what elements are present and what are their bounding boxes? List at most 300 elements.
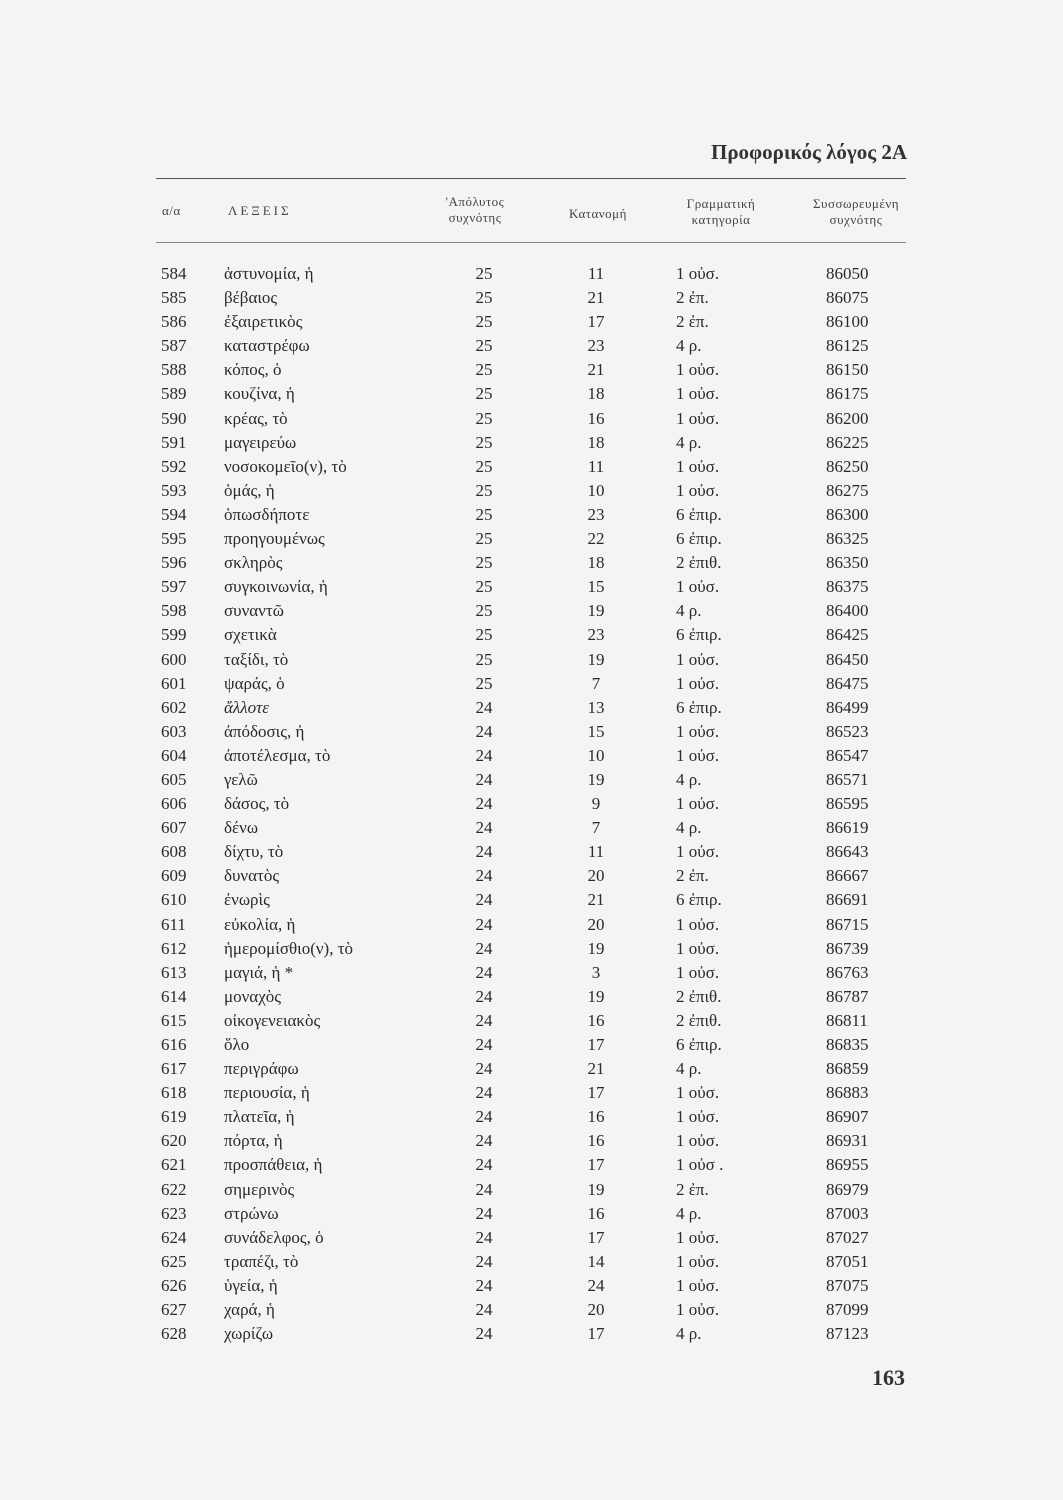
entry-cumulative-frequency: 86450 xyxy=(826,649,869,669)
entry-cumulative-frequency: 86571 xyxy=(826,769,869,789)
entry-cumulative-frequency: 86250 xyxy=(826,456,869,476)
header-rule-bottom xyxy=(156,242,906,243)
entry-number: 586 xyxy=(161,312,187,332)
table-row xyxy=(0,937,1063,961)
entry-number: 604 xyxy=(161,745,187,765)
entry-absolute-frequency: 24 xyxy=(475,1203,493,1223)
table-row xyxy=(0,744,1063,768)
entry-grammar-category: 1 οὐσ. xyxy=(676,264,720,283)
table-row xyxy=(0,310,1063,334)
entry-absolute-frequency: 24 xyxy=(475,1035,493,1054)
entry-absolute-frequency: 24 xyxy=(475,818,493,838)
entry-word: μαγιά, ἡ * xyxy=(224,962,294,982)
entry-absolute-frequency: 24 xyxy=(475,842,493,862)
entry-absolute-frequency: 25 xyxy=(475,553,493,573)
entry-number: 601 xyxy=(161,673,187,693)
entry-grammar-category: 1 οὐσ. xyxy=(676,1227,720,1247)
col-header-words: ΛΕΞΕΙΣ xyxy=(228,203,292,218)
table-row xyxy=(0,1298,1063,1322)
entry-number: 590 xyxy=(161,408,187,428)
entry-number: 599 xyxy=(161,625,187,645)
entry-absolute-frequency: 25 xyxy=(475,529,493,549)
table-row xyxy=(0,575,1063,599)
entry-number: 585 xyxy=(161,288,187,308)
entry-number: 619 xyxy=(161,1107,187,1127)
entry-distribution: 15 xyxy=(587,721,605,741)
entry-word: ἡμερομίσθιο(ν), τὸ xyxy=(224,938,354,958)
entry-distribution: 16 xyxy=(587,1131,605,1151)
entry-absolute-frequency: 24 xyxy=(475,1010,493,1030)
entry-absolute-frequency: 25 xyxy=(475,408,493,428)
entry-word: χαρά, ἡ xyxy=(224,1300,275,1320)
entry-distribution: 18 xyxy=(587,432,605,452)
entry-word: σχετικὰ xyxy=(224,625,277,645)
entry-distribution: 15 xyxy=(587,577,605,597)
col-header-absolute-frequency xyxy=(420,194,530,226)
entry-cumulative-frequency: 86300 xyxy=(826,504,869,524)
entry-grammar-category: 1 οὐσ. xyxy=(676,456,720,476)
entry-absolute-frequency: 24 xyxy=(475,1275,493,1295)
entry-cumulative-frequency: 87003 xyxy=(826,1203,869,1223)
entry-word: χωρίζω xyxy=(224,1324,274,1344)
col-header-index: α/α xyxy=(162,203,181,218)
entry-grammar-category: 1 οὐσ. xyxy=(676,938,720,958)
entry-distribution: 23 xyxy=(587,336,605,356)
entry-number: 588 xyxy=(161,360,187,380)
entry-cumulative-frequency: 86667 xyxy=(826,866,869,886)
entry-grammar-category: 1 οὐσ. xyxy=(676,480,720,500)
table-row xyxy=(0,720,1063,744)
entry-word: πλατεῖα, ἡ xyxy=(224,1107,295,1127)
table-row xyxy=(0,358,1063,382)
entry-grammar-category: 1 οὐσ. xyxy=(676,577,720,597)
entry-cumulative-frequency: 86907 xyxy=(826,1107,869,1127)
entry-absolute-frequency: 25 xyxy=(475,577,493,597)
entry-absolute-frequency: 24 xyxy=(475,1131,493,1151)
entry-distribution: 19 xyxy=(587,938,605,958)
entry-distribution: 19 xyxy=(587,986,605,1006)
entry-absolute-frequency: 25 xyxy=(475,336,493,356)
entry-number: 624 xyxy=(161,1227,187,1247)
entry-number: 615 xyxy=(161,1010,187,1030)
entry-grammar-category: 2 ἐπιθ. xyxy=(676,553,722,573)
entry-grammar-category: 1 οὐσ. xyxy=(676,721,720,741)
entry-word: σημερινὸς xyxy=(224,1179,295,1199)
entry-absolute-frequency: 24 xyxy=(475,866,493,886)
entry-number: 596 xyxy=(161,553,187,573)
col-header-cumulative-line1: Συσσωρευμένη xyxy=(812,196,900,211)
entry-absolute-frequency: 24 xyxy=(475,745,493,765)
entry-distribution: 16 xyxy=(587,1010,605,1030)
entry-number: 620 xyxy=(161,1131,187,1151)
entry-grammar-category: 6 ἐπιρ. xyxy=(676,529,722,549)
entry-absolute-frequency: 24 xyxy=(475,1324,493,1344)
entry-number: 607 xyxy=(161,818,187,838)
table-row xyxy=(0,696,1063,720)
entry-word: ἀποτέλεσμα, τὸ xyxy=(224,745,331,765)
entry-grammar-category: 1 οὐσ. xyxy=(676,962,720,982)
entry-grammar-category: 1 οὐσ. xyxy=(676,1251,720,1271)
entry-absolute-frequency: 25 xyxy=(475,649,493,669)
entry-cumulative-frequency: 87051 xyxy=(826,1251,869,1271)
entry-number: 614 xyxy=(161,986,187,1006)
entry-word: εὐκολία, ἡ xyxy=(224,914,296,934)
table-row xyxy=(0,768,1063,792)
entry-cumulative-frequency: 86547 xyxy=(826,745,869,765)
entry-absolute-frequency: 25 xyxy=(475,432,493,452)
column-headers xyxy=(156,188,906,238)
entry-distribution: 7 xyxy=(591,818,601,838)
entry-number: 613 xyxy=(161,962,187,982)
entry-number: 589 xyxy=(161,384,187,404)
entry-cumulative-frequency: 86350 xyxy=(826,553,869,573)
entry-word: γελῶ xyxy=(224,769,258,789)
table-row xyxy=(0,816,1063,840)
entry-distribution: 7 xyxy=(591,673,601,693)
entry-word: νοσοκομεῖο(ν), τὸ xyxy=(224,456,347,476)
table-row xyxy=(0,888,1063,912)
entry-word: ἀστυνομία, ἡ xyxy=(224,264,314,283)
entry-grammar-category: 1 οὐσ. xyxy=(676,673,720,693)
entry-distribution: 21 xyxy=(587,890,605,910)
running-head: Προφορικός λόγος 2Α xyxy=(710,140,907,164)
entry-distribution: 20 xyxy=(587,914,605,934)
entry-word: ἄλλοτε xyxy=(224,697,269,717)
entry-cumulative-frequency: 86375 xyxy=(826,577,869,597)
entry-word: τραπέζι, τὸ xyxy=(224,1251,299,1271)
table-row xyxy=(0,455,1063,479)
entry-word: καταστρέφω xyxy=(224,336,310,356)
entry-absolute-frequency: 25 xyxy=(475,601,493,621)
entry-cumulative-frequency: 86175 xyxy=(826,384,869,404)
entry-distribution: 11 xyxy=(587,456,605,476)
entry-grammar-category: 4 ρ. xyxy=(676,336,702,356)
entry-cumulative-frequency: 86225 xyxy=(826,432,869,452)
entry-distribution: 23 xyxy=(587,504,605,524)
entry-distribution: 11 xyxy=(587,264,605,283)
entry-word: ἐξαιρετικὸς xyxy=(224,312,303,332)
table-row xyxy=(0,527,1063,551)
entry-distribution: 17 xyxy=(587,312,605,332)
entry-cumulative-frequency: 87075 xyxy=(826,1275,869,1295)
table-row xyxy=(0,382,1063,406)
table-row xyxy=(0,503,1063,527)
entry-absolute-frequency: 24 xyxy=(475,721,493,741)
entry-grammar-category: 2 ἐπιθ. xyxy=(676,986,722,1006)
entry-absolute-frequency: 25 xyxy=(475,312,493,332)
entry-distribution: 3 xyxy=(591,962,601,982)
entry-grammar-category: 1 οὐσ. xyxy=(676,1083,720,1103)
entry-grammar-category: 6 ἐπιρ. xyxy=(676,890,722,910)
entry-word: ἀπόδοσις, ἡ xyxy=(224,721,305,741)
entry-word: ἐνωρὶς xyxy=(224,890,270,910)
entry-number: 605 xyxy=(161,769,187,789)
entry-cumulative-frequency: 86400 xyxy=(826,601,869,621)
entry-cumulative-frequency: 86691 xyxy=(826,890,869,910)
entry-number: 609 xyxy=(161,866,187,886)
entry-absolute-frequency: 24 xyxy=(475,1251,493,1271)
entry-cumulative-frequency: 86787 xyxy=(826,986,869,1006)
entry-cumulative-frequency: 86739 xyxy=(826,938,869,958)
entry-absolute-frequency: 24 xyxy=(475,890,493,910)
entry-grammar-category: 4 ρ. xyxy=(676,818,702,838)
table-row xyxy=(0,1153,1063,1177)
entry-distribution: 19 xyxy=(587,649,605,669)
entry-cumulative-frequency: 86425 xyxy=(826,625,869,645)
entry-number: 600 xyxy=(161,649,187,669)
entry-absolute-frequency: 24 xyxy=(475,1227,493,1247)
entry-grammar-category: 1 οὐσ. xyxy=(676,384,720,404)
entry-cumulative-frequency: 86275 xyxy=(826,480,869,500)
table-row xyxy=(0,961,1063,985)
entry-cumulative-frequency: 86200 xyxy=(826,408,869,428)
entry-number: 626 xyxy=(161,1275,187,1295)
table-row xyxy=(0,840,1063,864)
entry-number: 622 xyxy=(161,1179,187,1199)
entry-grammar-category: 1 οὐσ. xyxy=(676,794,720,814)
entry-absolute-frequency: 25 xyxy=(475,480,493,500)
col-header-cumulative-line2: συχνότης xyxy=(829,212,883,227)
entry-word: δυνατὸς xyxy=(224,866,280,886)
entry-distribution: 23 xyxy=(587,625,605,645)
entry-cumulative-frequency: 86125 xyxy=(826,336,869,356)
entry-word: ὑγεία, ἡ xyxy=(224,1275,278,1295)
entry-number: 627 xyxy=(161,1300,187,1320)
entry-cumulative-frequency: 86499 xyxy=(826,697,869,717)
entry-distribution: 21 xyxy=(587,360,605,380)
entry-absolute-frequency: 24 xyxy=(475,1059,493,1079)
table-row xyxy=(0,1129,1063,1153)
entry-number: 606 xyxy=(161,794,187,814)
entry-distribution: 22 xyxy=(587,529,605,549)
entry-grammar-category: 4 ρ. xyxy=(676,769,702,789)
entry-cumulative-frequency: 87099 xyxy=(826,1300,869,1320)
entry-distribution: 17 xyxy=(587,1155,605,1175)
entry-distribution: 17 xyxy=(587,1324,605,1344)
entry-grammar-category: 1 οὐσ. xyxy=(676,649,720,669)
entry-cumulative-frequency: 86715 xyxy=(826,914,869,934)
entry-grammar-category: 6 ἐπιρ. xyxy=(676,697,722,717)
entry-word: κρέας, τὸ xyxy=(224,408,288,428)
col-header-grammar-line1: Γραμματική xyxy=(686,196,756,211)
entry-absolute-frequency: 24 xyxy=(475,794,493,814)
table-row xyxy=(0,985,1063,1009)
entry-cumulative-frequency: 87027 xyxy=(826,1227,869,1247)
table-row xyxy=(0,599,1063,623)
entry-grammar-category: 2 ἐπιθ. xyxy=(676,1010,722,1030)
entry-word: μοναχὸς xyxy=(224,986,281,1006)
entry-grammar-category: 1 οὐσ. xyxy=(676,1300,720,1320)
entry-number: 595 xyxy=(161,529,187,549)
table-row xyxy=(0,1202,1063,1226)
entry-word: πόρτα, ἡ xyxy=(224,1131,283,1151)
entry-word: ὁπωσδήποτε xyxy=(224,504,310,524)
entry-cumulative-frequency: 86100 xyxy=(826,312,869,332)
entry-number: 616 xyxy=(161,1035,187,1054)
entry-word: δάσος, τὸ xyxy=(224,794,290,814)
entry-distribution: 18 xyxy=(587,553,605,573)
frequency-table xyxy=(0,262,1063,1346)
entry-distribution: 11 xyxy=(587,842,605,862)
entry-word: δίχτυ, τὸ xyxy=(224,842,284,862)
entry-absolute-frequency: 24 xyxy=(475,1179,493,1199)
table-row xyxy=(0,1250,1063,1274)
table-row xyxy=(0,672,1063,696)
entry-grammar-category: 1 οὐσ. xyxy=(676,1131,720,1151)
entry-word: δένω xyxy=(224,818,259,838)
table-row xyxy=(0,431,1063,455)
entry-word: ψαράς, ὁ xyxy=(224,673,285,693)
entry-grammar-category: 4 ρ. xyxy=(676,1059,702,1079)
entry-cumulative-frequency: 86643 xyxy=(826,842,869,862)
entry-cumulative-frequency: 86835 xyxy=(826,1035,869,1054)
entry-absolute-frequency: 25 xyxy=(475,384,493,404)
entry-number: 597 xyxy=(161,577,187,597)
entry-word: περιγράφω xyxy=(224,1059,299,1079)
table-row xyxy=(0,1178,1063,1202)
entry-absolute-frequency: 24 xyxy=(475,962,493,982)
entry-distribution: 10 xyxy=(587,480,605,500)
entry-distribution: 24 xyxy=(587,1275,605,1295)
entry-absolute-frequency: 25 xyxy=(475,288,493,308)
entry-cumulative-frequency: 86883 xyxy=(826,1083,869,1103)
entry-distribution: 20 xyxy=(587,1300,605,1320)
table-row xyxy=(0,551,1063,575)
col-header-grammar-line2: κατηγορία xyxy=(691,212,751,227)
entry-cumulative-frequency: 86475 xyxy=(826,673,869,693)
entry-distribution: 21 xyxy=(587,288,605,308)
entry-word: μαγειρεύω xyxy=(224,432,297,452)
entry-grammar-category: 6 ἐπιρ. xyxy=(676,1035,722,1054)
entry-word: συναντῶ xyxy=(224,601,284,621)
entry-word: ταξίδι, τὸ xyxy=(224,649,289,669)
table-row xyxy=(0,1105,1063,1129)
entry-grammar-category: 1 οὐσ. xyxy=(676,745,720,765)
entry-grammar-category: 4 ρ. xyxy=(676,1324,702,1344)
entry-cumulative-frequency: 87123 xyxy=(826,1324,869,1344)
table-row xyxy=(0,1057,1063,1081)
entry-number: 598 xyxy=(161,601,187,621)
entry-distribution: 17 xyxy=(587,1083,605,1103)
entry-grammar-category: 1 οὐσ . xyxy=(676,1155,724,1175)
entry-distribution: 16 xyxy=(587,1107,605,1127)
entry-word: βέβαιος xyxy=(224,288,278,308)
entry-distribution: 13 xyxy=(587,697,605,717)
entry-number: 610 xyxy=(161,890,187,910)
entry-grammar-category: 4 ρ. xyxy=(676,432,702,452)
table-row xyxy=(0,1009,1063,1033)
entry-number: 591 xyxy=(161,432,187,452)
entry-number: 602 xyxy=(161,697,187,717)
table-row xyxy=(0,262,1063,286)
col-header-absolute-line1: 'Απόλυτος xyxy=(445,194,505,209)
table-row xyxy=(0,1081,1063,1105)
entry-absolute-frequency: 25 xyxy=(475,504,493,524)
entry-grammar-category: 2 ἐπ. xyxy=(676,288,709,308)
entry-cumulative-frequency: 86859 xyxy=(826,1059,869,1079)
entry-number: 594 xyxy=(161,504,187,524)
entry-absolute-frequency: 24 xyxy=(475,1155,493,1175)
col-header-absolute-line2: συχνότης xyxy=(448,210,502,225)
entry-absolute-frequency: 24 xyxy=(475,1107,493,1127)
entry-word: προσπάθεια, ἡ xyxy=(224,1155,323,1175)
entry-absolute-frequency: 24 xyxy=(475,697,493,717)
entry-distribution: 19 xyxy=(587,601,605,621)
entry-absolute-frequency: 25 xyxy=(475,360,493,380)
entry-grammar-category: 2 ἐπ. xyxy=(676,866,709,886)
table-row xyxy=(0,913,1063,937)
entry-cumulative-frequency: 86931 xyxy=(826,1131,869,1151)
entry-number: 621 xyxy=(161,1155,187,1175)
entry-grammar-category: 6 ἐπιρ. xyxy=(676,504,722,524)
entry-absolute-frequency: 25 xyxy=(475,673,493,693)
entry-grammar-category: 2 ἐπ. xyxy=(676,1179,709,1199)
table-row xyxy=(0,1226,1063,1250)
entry-number: 618 xyxy=(161,1083,187,1103)
entry-number: 592 xyxy=(161,456,187,476)
entry-number: 612 xyxy=(161,938,187,958)
entry-absolute-frequency: 24 xyxy=(475,914,493,934)
table-row xyxy=(0,286,1063,310)
entry-grammar-category: 1 οὐσ. xyxy=(676,360,720,380)
entry-cumulative-frequency: 86619 xyxy=(826,818,869,838)
entry-word: ὁμάς, ἡ xyxy=(224,480,275,500)
entry-absolute-frequency: 25 xyxy=(475,264,493,283)
entry-grammar-category: 1 οὐσ. xyxy=(676,842,720,862)
table-row xyxy=(0,648,1063,672)
entry-distribution: 16 xyxy=(587,408,605,428)
entry-absolute-frequency: 24 xyxy=(475,1300,493,1320)
entry-absolute-frequency: 25 xyxy=(475,625,493,645)
entry-grammar-category: 4 ρ. xyxy=(676,601,702,621)
entry-distribution: 10 xyxy=(587,745,605,765)
table-row xyxy=(0,1274,1063,1298)
entry-number: 628 xyxy=(161,1324,187,1344)
entry-grammar-category: 1 οὐσ. xyxy=(676,914,720,934)
entry-number: 625 xyxy=(161,1251,187,1271)
entry-absolute-frequency: 24 xyxy=(475,938,493,958)
entry-distribution: 14 xyxy=(587,1251,605,1271)
entry-distribution: 16 xyxy=(587,1203,605,1223)
entry-cumulative-frequency: 86075 xyxy=(826,288,869,308)
entry-absolute-frequency: 25 xyxy=(475,456,493,476)
col-header-cumulative xyxy=(796,196,916,228)
col-header-grammar xyxy=(656,196,786,228)
entry-number: 603 xyxy=(161,721,187,741)
entry-distribution: 20 xyxy=(587,866,605,886)
entry-cumulative-frequency: 86595 xyxy=(826,794,869,814)
table-row xyxy=(0,792,1063,816)
header-rule-top xyxy=(156,178,906,179)
entry-cumulative-frequency: 86050 xyxy=(826,264,869,283)
col-header-distribution: Κατανομή xyxy=(569,206,627,221)
entry-distribution: 19 xyxy=(587,1179,605,1199)
entry-absolute-frequency: 24 xyxy=(475,986,493,1006)
entry-number: 608 xyxy=(161,842,187,862)
table-row xyxy=(0,407,1063,431)
entry-cumulative-frequency: 86811 xyxy=(826,1010,868,1030)
table-row xyxy=(0,479,1063,503)
entry-word: οἰκογενειακὸς xyxy=(224,1010,321,1030)
entry-number: 584 xyxy=(161,264,187,283)
table-row xyxy=(0,1033,1063,1057)
entry-cumulative-frequency: 86325 xyxy=(826,529,869,549)
table-row xyxy=(0,1322,1063,1346)
entry-word: συνάδελφος, ὁ xyxy=(224,1227,324,1247)
entry-distribution: 21 xyxy=(587,1059,605,1079)
table-row xyxy=(0,623,1063,647)
entry-absolute-frequency: 24 xyxy=(475,769,493,789)
